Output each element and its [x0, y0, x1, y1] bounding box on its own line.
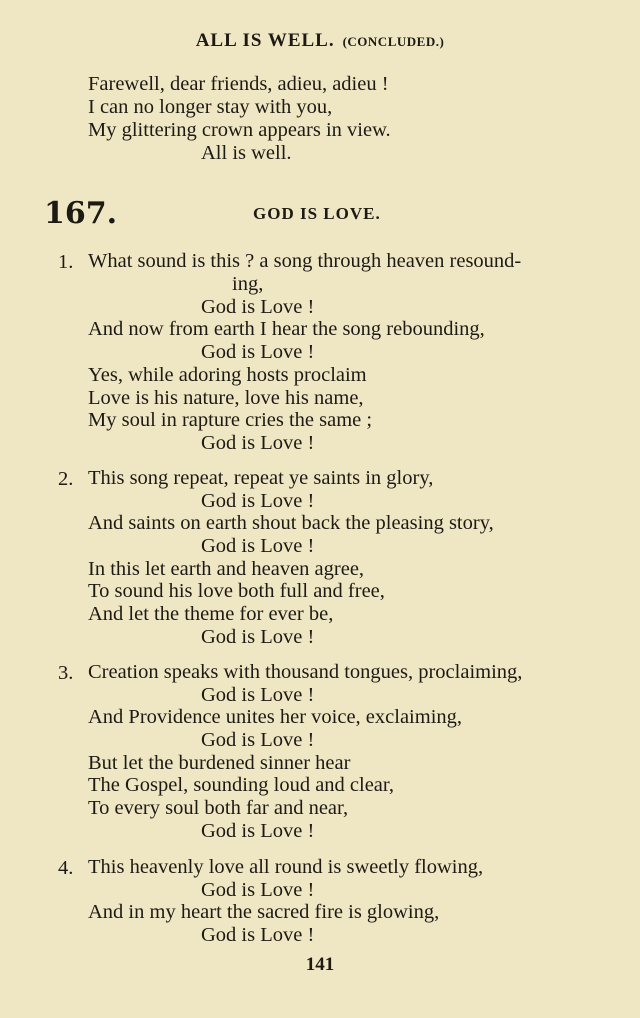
hymn-number: 167.	[44, 196, 118, 231]
verse-line: To sound his love both full and free,	[88, 580, 385, 602]
stanza-number: 1.	[58, 251, 74, 273]
refrain-line: God is Love !	[201, 432, 315, 454]
verse-line: But let the burdened sinner hear	[88, 752, 351, 774]
verse-line: And Providence unites her voice, exclaiming,	[88, 706, 463, 728]
page-number: 141	[305, 954, 335, 975]
verse-line: And now from earth I hear the song rebounding,	[88, 318, 485, 340]
stanza-number: 3.	[58, 662, 74, 684]
refrain-line: God is Love !	[201, 535, 315, 557]
verse-line: And in my heart the sacred fire is glowing,	[88, 901, 440, 923]
verse-line: I can no longer stay with you,	[88, 96, 333, 118]
verse-line: To every soul both far and near,	[88, 797, 349, 819]
refrain-line: God is Love !	[201, 626, 315, 648]
running-header-note: (CONCLUDED.)	[342, 34, 445, 49]
verse-line: This heavenly love all round is sweetly flowing,	[88, 856, 484, 878]
stanza-number: 4.	[58, 857, 74, 879]
verse-line: ing,	[232, 273, 264, 295]
refrain-line: God is Love !	[201, 684, 315, 706]
refrain-line: All is well.	[201, 142, 292, 164]
verse-line: And let the theme for ever be,	[88, 603, 334, 625]
verse-line: And saints on earth shout back the pleasing story,	[88, 512, 494, 534]
hymn-title: GOD IS LOVE.	[253, 204, 381, 223]
verse-line: In this let earth and heaven agree,	[88, 558, 365, 580]
stanza-number: 2.	[58, 468, 74, 490]
verse-line: My soul in rapture cries the same ;	[88, 409, 373, 431]
verse-line: Farewell, dear friends, adieu, adieu !	[88, 73, 389, 95]
refrain-line: God is Love !	[201, 924, 315, 946]
verse-line: What sound is this ? a song through heaven resound-	[88, 250, 522, 272]
verse-line: The Gospel, sounding loud and clear,	[88, 774, 395, 796]
refrain-line: God is Love !	[201, 341, 315, 363]
verse-line: My glittering crown appears in view.	[88, 119, 391, 141]
verse-line: Yes, while adoring hosts proclaim	[88, 364, 367, 386]
refrain-line: God is Love !	[201, 729, 315, 751]
running-header	[0, 30, 640, 52]
verse-line: Love is his nature, love his name,	[88, 387, 364, 409]
refrain-line: God is Love !	[201, 820, 315, 842]
refrain-line: God is Love !	[201, 490, 315, 512]
refrain-line: God is Love !	[201, 879, 315, 901]
verse-line: This song repeat, repeat ye saints in glory,	[88, 467, 434, 489]
verse-line: Creation speaks with thousand tongues, proclaiming,	[88, 661, 523, 683]
refrain-line: God is Love !	[201, 296, 315, 318]
running-header-title: ALL IS WELL.	[195, 30, 335, 51]
